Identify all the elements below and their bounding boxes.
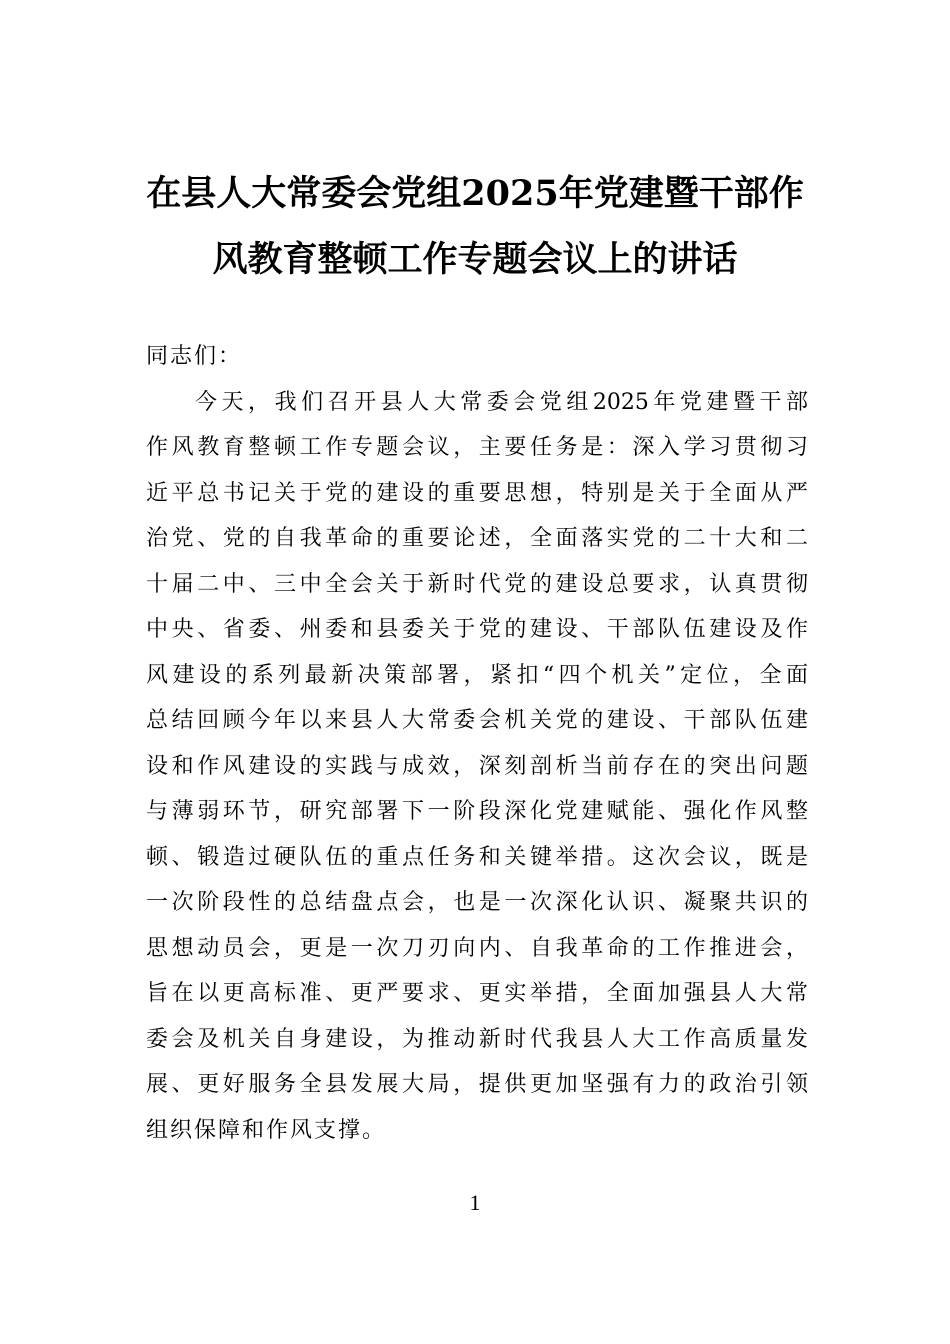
title-line-2: 风教育整顿工作专题会议上的讲话 (212, 239, 738, 280)
paragraph-line: 今天，我们召开县人大常委会党组2025年党建暨干部 (195, 389, 808, 415)
paragraph-line: 委会及机关自身建设，为推动新时代我县人大工作高质量发 (146, 1026, 808, 1052)
paragraph-line: 顿、锻造过硬队伍的重点任务和关键举措。这次会议，既是 (146, 844, 808, 870)
paragraph-line: 设和作风建设的实践与成效，深刻剖析当前存在的突出问题 (146, 753, 808, 779)
paragraph-line: 一次阶段性的总结盘点会，也是一次深化认识、凝聚共识的 (146, 890, 808, 915)
paragraph-line: 展、更好服务全县发展大局，提供更加坚强有力的政治引领 (146, 1072, 808, 1097)
title-line-1: 在县人大常委会党组2025年党建暨干部作 (146, 173, 804, 214)
paragraph-line: 治党、党的自我革命的重要论述，全面落实党的二十大和二 (146, 526, 808, 551)
paragraph-line: 与薄弱环节，研究部署下一阶段深化党建赋能、强化作风整 (146, 799, 808, 824)
paragraph-line: 旨在以更高标准、更严要求、更实举措，全面加强县人大常 (146, 981, 808, 1006)
speech-body (146, 334, 810, 1153)
paragraph-line: 风建设的系列最新决策部署，紧扣“四个机关”定位，全面 (146, 662, 808, 688)
opening-paragraph (146, 380, 810, 1154)
document-title (110, 161, 840, 293)
paragraph-line: 近平总书记关于党的建设的重要思想，特别是关于全面从严 (146, 480, 808, 506)
paragraph-line: 中央、省委、州委和县委关于党的建设、干部队伍建设及作 (146, 617, 808, 642)
salutation: 同志们： (146, 344, 243, 369)
paragraph-line: 十届二中、三中全会关于新时代党的建设总要求，认真贯彻 (146, 571, 808, 597)
paragraph-line: 组织保障和作风支撑。 (146, 1117, 387, 1143)
paragraph-line: 总结回顾今年以来县人大常委会机关党的建设、干部队伍建 (146, 708, 808, 733)
page-number: 1 (469, 1190, 481, 1215)
paragraph-line: 作风教育整顿工作专题会议，主要任务是：深入学习贯彻习 (146, 435, 808, 460)
paragraph-line: 思想动员会，更是一次刀刃向内、自我革命的工作推进会， (146, 935, 808, 961)
